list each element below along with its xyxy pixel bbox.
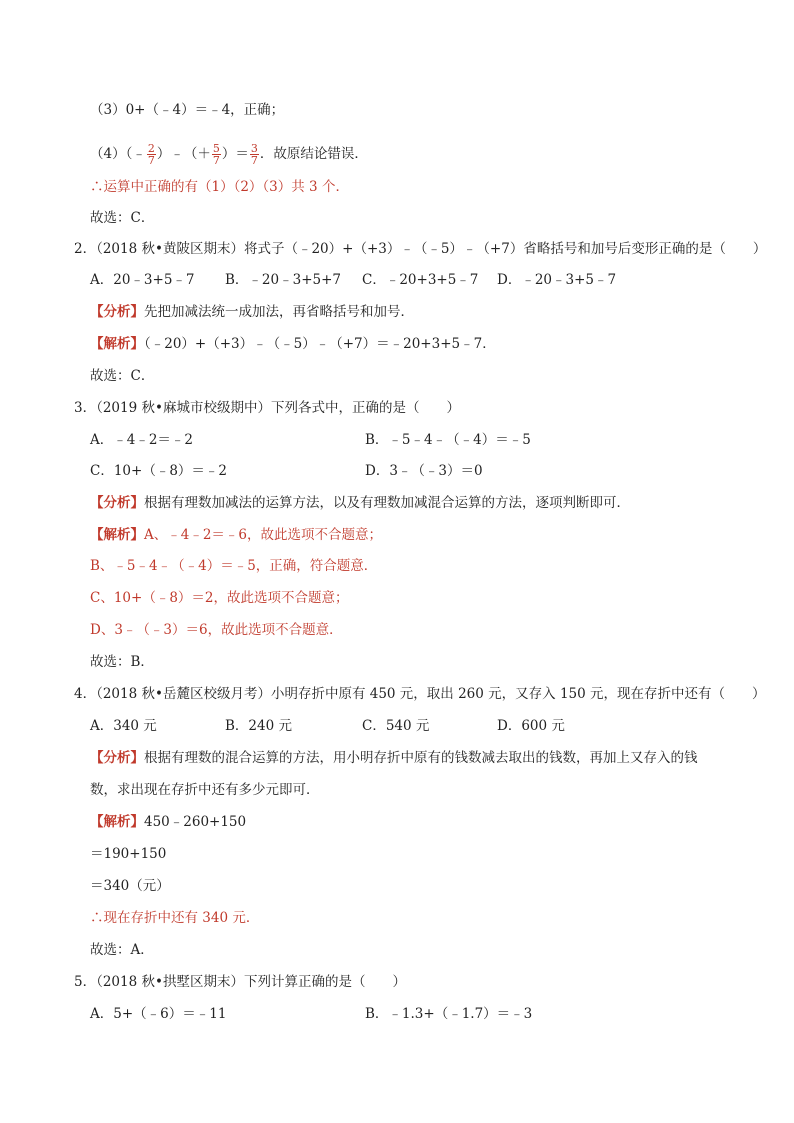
prev-item-4 bbox=[90, 137, 368, 171]
q4-solution bbox=[90, 812, 246, 832]
q3-solution-d: D、3﹣（﹣3）＝6，故此选项不合题意． bbox=[90, 622, 343, 638]
q4-analysis-cont: 数，求出现在存折中还有多少元即可． bbox=[90, 782, 320, 798]
q4-stem: 4．（2018 秋•岳麓区校级月考）小明存折中原有 450 元，取出 260 元，又存入 150 元，现在存折中还有（ ） bbox=[74, 686, 766, 702]
q3-stem: 3．（2019 秋•麻城市校级期中）下列各式中，正确的是（ ） bbox=[74, 400, 460, 416]
prev-item-4-suffix: ．故原结论错误． bbox=[259, 146, 368, 162]
q4-answer: 故选：A． bbox=[90, 942, 154, 958]
solution-tag: 【解析】 bbox=[90, 814, 144, 830]
q3-solution-c: C、10+（﹣8）＝2，故此选项不合题意； bbox=[90, 590, 349, 606]
prev-item-4-eq: ）＝ bbox=[221, 146, 249, 162]
q4-option-c: C．540 元 bbox=[362, 718, 430, 734]
q2-option-a: A．20﹣3+5﹣7 bbox=[90, 272, 195, 288]
q4-analysis bbox=[90, 748, 698, 768]
q4-solution-step-3: ＝340（元） bbox=[90, 878, 170, 894]
q4-option-d: D．600 元 bbox=[497, 718, 565, 734]
q3-option-c: C．10+（﹣8）＝﹣2 bbox=[90, 463, 227, 479]
analysis-tag: 【分析】 bbox=[90, 304, 144, 320]
solution-tag: 【解析】 bbox=[90, 527, 144, 543]
prev-answer: 故选：C． bbox=[90, 210, 155, 226]
fraction-two-sevenths: $\frac{2}{7}$ bbox=[147, 142, 155, 167]
q5-option-a: A．5+（﹣6）＝﹣11 bbox=[90, 1006, 227, 1022]
q2-answer: 故选：C． bbox=[90, 368, 155, 384]
analysis-text: 先把加减法统一成加法，再省略括号和加号． bbox=[144, 304, 414, 320]
fraction-five-sevenths: $\frac{5}{7}$ bbox=[212, 142, 220, 167]
q4-solution-step-2: ＝190+150 bbox=[90, 846, 167, 862]
q2-stem: 2．（2018 秋•黄陂区期末）将式子（﹣20）+（+3）﹣（﹣5）﹣（+7）省略括号和加号后变形正确的是（ ） bbox=[74, 241, 767, 257]
q2-option-c: C．﹣20+3+5﹣7 bbox=[362, 272, 479, 288]
prev-item-3: （3）0+（﹣4）＝﹣4，正确； bbox=[90, 102, 285, 118]
q5-stem: 5．（2018 秋•拱墅区期末）下列计算正确的是（ ） bbox=[74, 974, 406, 990]
q2-option-d: D．﹣20﹣3+5﹣7 bbox=[497, 272, 617, 288]
solution-text: 450﹣260+150 bbox=[144, 814, 247, 830]
q5-option-b: B．﹣1.3+（﹣1.7）＝﹣3 bbox=[365, 1006, 533, 1022]
q4-conclusion: ∴现在存折中还有 340 元． bbox=[90, 910, 260, 926]
q2-solution bbox=[90, 334, 496, 354]
q4-option-a: A．340 元 bbox=[90, 718, 157, 734]
q3-analysis bbox=[90, 493, 630, 513]
q3-solution-b: B、﹣5﹣4﹣（﹣4）＝﹣5，正确，符合题意． bbox=[90, 558, 378, 574]
q3-solution bbox=[90, 525, 382, 545]
analysis-tag: 【分析】 bbox=[90, 495, 144, 511]
solution-a: A、﹣4﹣2＝﹣6，故此选项不合题意； bbox=[144, 527, 383, 543]
q4-option-b: B．240 元 bbox=[225, 718, 292, 734]
q3-option-b: B．﹣5﹣4﹣（﹣4）＝﹣5 bbox=[365, 432, 531, 448]
solution-text: （﹣20）+（+3）﹣（﹣5）﹣（+7）＝﹣20+3+5﹣7． bbox=[144, 336, 496, 352]
q3-option-d: D．3﹣（﹣3）＝0 bbox=[365, 463, 483, 479]
analysis-text: 根据有理数加减法的运算方法，以及有理数加减混合运算的方法，逐项判断即可． bbox=[144, 495, 630, 511]
q3-answer: 故选：B． bbox=[90, 654, 154, 670]
q2-analysis bbox=[90, 302, 414, 322]
prev-conclusion: ∴运算中正确的有（1）（2）（3）共 3 个． bbox=[90, 179, 349, 195]
q3-option-a: A．﹣4﹣2＝﹣2 bbox=[90, 432, 194, 448]
prev-item-4-prefix: （4）（﹣ bbox=[90, 146, 146, 162]
prev-item-4-mid: ）﹣（＋ bbox=[156, 146, 211, 162]
q2-option-b: B．﹣20﹣3+5+7 bbox=[225, 272, 341, 288]
analysis-tag: 【分析】 bbox=[90, 750, 144, 766]
analysis-text: 根据有理数的混合运算的方法，用小明存折中原有的钱数减去取出的钱数，再加上又存入的钱 bbox=[144, 750, 698, 766]
solution-tag: 【解析】 bbox=[90, 336, 144, 352]
fraction-three-sevenths: $\frac{3}{7}$ bbox=[250, 142, 258, 167]
